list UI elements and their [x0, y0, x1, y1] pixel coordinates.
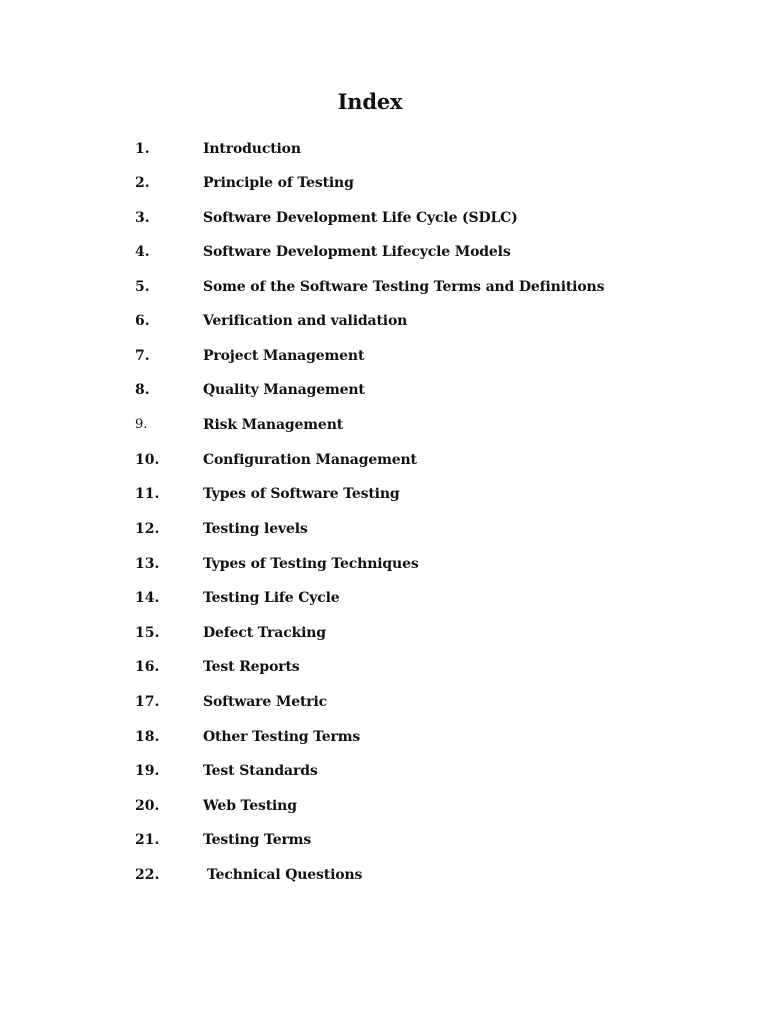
toc-entry-label: Test Standards	[203, 763, 318, 779]
toc-entry-number: 1.	[135, 141, 150, 157]
toc-entry-label: Principle of Testing	[203, 175, 354, 191]
toc-entry-number: 8.	[135, 382, 150, 398]
toc-entry-number: 21.	[135, 832, 160, 848]
toc-entry-number: 13.	[135, 556, 160, 572]
toc-entry-label: Software Metric	[203, 694, 328, 710]
toc-entry	[0, 726, 768, 748]
toc-entry-number: 16.	[135, 659, 160, 675]
toc-entry-label: Quality Management	[203, 382, 365, 398]
toc-entry-label: Other Testing Terms	[203, 729, 361, 745]
toc-entry-label: Technical Questions	[207, 867, 363, 883]
toc-entry	[0, 414, 768, 436]
toc-entry-number: 22.	[135, 867, 160, 883]
page-title: Index	[337, 89, 403, 114]
toc-entry-label: Risk Management	[203, 417, 344, 433]
toc-entry-number: 9.	[135, 417, 148, 432]
toc-entry	[0, 138, 768, 160]
toc-entry	[0, 518, 768, 540]
toc-entry	[0, 691, 768, 713]
toc-entry-number: 6.	[135, 313, 150, 329]
toc-entry	[0, 864, 768, 886]
toc-entry-label: Configuration Management	[203, 452, 417, 468]
toc-entry	[0, 241, 768, 263]
toc-entry-label: Testing levels	[203, 521, 308, 537]
toc-entry	[0, 622, 768, 644]
toc-entry-label: Types of Software Testing	[203, 486, 400, 502]
toc-entry	[0, 310, 768, 332]
toc-entry-number: 7.	[135, 348, 150, 364]
toc-entry-number: 10.	[135, 452, 160, 468]
toc-entry	[0, 656, 768, 678]
toc-entry-number: 5.	[135, 279, 150, 295]
toc-entry-number: 14.	[135, 590, 160, 606]
toc-entry-label: Software Development Lifecycle Models	[203, 244, 511, 260]
toc-entry-number: 3.	[135, 210, 150, 226]
toc-entry-label: Some of the Software Testing Terms and Definitions	[203, 279, 605, 295]
toc-entry-label: Software Development Life Cycle (SDLC)	[203, 210, 518, 226]
toc-entry-number: 20.	[135, 798, 160, 814]
toc-entry	[0, 795, 768, 817]
toc-entry	[0, 379, 768, 401]
toc-entry	[0, 553, 768, 575]
toc-entry-label: Project Management	[203, 348, 365, 364]
toc-entry-label: Types of Testing Techniques	[203, 556, 419, 572]
toc-entry-number: 12.	[135, 521, 160, 537]
toc-entry	[0, 483, 768, 505]
toc-entry-label: Testing Terms	[203, 832, 312, 848]
toc-entry	[0, 207, 768, 229]
toc-entry	[0, 760, 768, 782]
toc-entry	[0, 449, 768, 471]
toc-entry	[0, 172, 768, 194]
toc-entry-label: Defect Tracking	[203, 625, 326, 641]
toc-entry-label: Test Reports	[203, 659, 300, 675]
toc-entry-label: Web Testing	[203, 798, 297, 814]
toc-entry	[0, 587, 768, 609]
toc-entry-number: 15.	[135, 625, 160, 641]
toc-entry-number: 4.	[135, 244, 150, 260]
toc-entry-number: 18.	[135, 729, 160, 745]
toc-entry	[0, 829, 768, 851]
toc-entry-label: Verification and validation	[203, 313, 408, 329]
toc-entry-number: 2.	[135, 175, 150, 191]
toc-entry-number: 17.	[135, 694, 160, 710]
toc-entry-label: Testing Life Cycle	[203, 590, 340, 606]
toc-entry-label: Introduction	[203, 141, 301, 157]
toc-entry-number: 19.	[135, 763, 160, 779]
toc-entry	[0, 345, 768, 367]
toc-entry	[0, 276, 768, 298]
toc-entry-number: 11.	[135, 486, 160, 502]
